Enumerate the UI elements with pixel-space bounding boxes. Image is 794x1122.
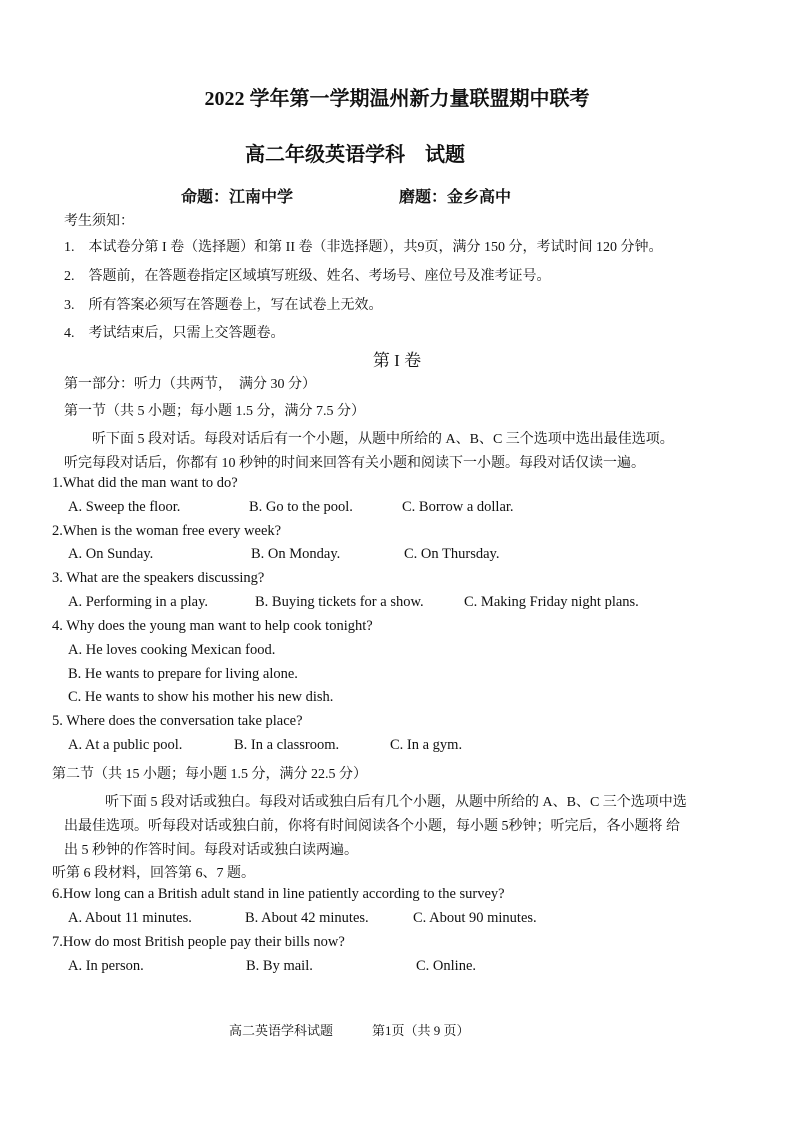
notice-item: 3. 所有答案必须写在答题卷上，写在试卷上无效。 [64,298,383,313]
proposer-label: 命题：江南中学 [181,187,294,206]
exam-subtitle: 高二年级英语学科 试题 [245,144,465,166]
option-c: C. Making Friday night plans. [464,594,639,610]
option-a: A. On Sunday. [68,546,154,562]
option-b: B. Buying tickets for a show. [255,594,424,610]
reviewer-label: 磨题：金乡高中 [399,187,512,206]
option-a: A. He loves cooking Mexican food. [68,642,276,658]
section2-heading: 第二节（共 15 小题；每小题 1.5 分，满分 22.5 分） [52,767,367,782]
option-c: C. Online. [416,958,477,974]
option-b: B. On Monday. [251,546,341,562]
option-a: A. At a public pool. [68,737,183,753]
option-a: A. Sweep the floor. [68,499,181,515]
option-a: A. In person. [68,958,144,974]
option-b: B. In a classroom. [234,737,340,753]
section1-instructions: 听下面 5 段对话。每段对话后有一个小题，从题中所给的 A、B、C 三个选项中选出最佳选项。 [92,432,674,447]
option-b: B. Go to the pool. [249,499,353,515]
section2-instructions: 出 5 秒钟的作答时间。每段对话或独白读两遍。 [64,843,358,858]
exam-title: 2022 学年第一学期温州新力量联盟期中联考 [204,88,590,110]
material-note: 听第 6 段材料，回答第 6、7 题。 [52,866,255,881]
question-2: 2.When is the woman free every week? [52,523,282,539]
option-a: A. Performing in a play. [68,594,209,610]
notice-heading: 考生须知： [64,214,134,229]
notice-item: 1. 本试卷分第 I 卷（选择题）和第 II 卷（非选择题），共9页，满分 150 分，考试时间 120 分钟。 [64,240,663,255]
section2-instructions: 听下面 5 段对话或独白。每段对话或独白后有几个小题，从题中所给的 A、B、C 三个选项中选 [105,795,687,810]
option-b: B. He wants to prepare for living alone. [68,666,298,682]
option-b: B. About 42 minutes. [245,910,369,926]
section1-heading: 第一节（共 5 小题；每小题 1.5 分，满分 7.5 分） [64,404,365,419]
notice-item: 4. 考试结束后，只需上交答题卷。 [64,326,285,341]
question-6: 6.How long can a British adult stand in line patiently according to the survey? [52,886,505,902]
option-c: C. He wants to show his mother his new dish. [68,689,334,705]
notice-item: 2. 答题前，在答题卷指定区域填写班级、姓名、考场号、座位号及准考证号。 [64,269,551,284]
question-7: 7.How do most British people pay their bills now? [52,934,345,950]
option-a: A. About 11 minutes. [68,910,192,926]
section2-instructions: 出最佳选项。听每段对话或独白前，你将有时间阅读各个小题，每小题 5秒钟；听完后，各小题将 给 [64,819,680,834]
question-4: 4. Why does the young man want to help cook tonight? [52,618,373,634]
footer-page-number: 第1页（共 9 页） [372,1023,470,1038]
option-c: C. About 90 minutes. [413,910,537,926]
option-c: C. On Thursday. [404,546,500,562]
part1-heading: 第一部分：听力（共两节， 满分 30 分） [64,377,316,392]
footer-subject: 高二英语学科试题 [229,1023,334,1038]
option-b: B. By mail. [246,958,313,974]
question-5: 5. Where does the conversation take place? [52,713,303,729]
option-c: C. In a gym. [390,737,463,753]
question-3: 3. What are the speakers discussing? [52,570,265,586]
option-c: C. Borrow a dollar. [402,499,514,515]
volume-title: 第 I 卷 [372,351,422,370]
section1-instructions: 听完每段对话后，你都有 10 秒钟的时间来回答有关小题和阅读下一小题。每段对话仅读一遍。 [64,456,645,471]
question-1: 1.What did the man want to do? [52,475,238,491]
